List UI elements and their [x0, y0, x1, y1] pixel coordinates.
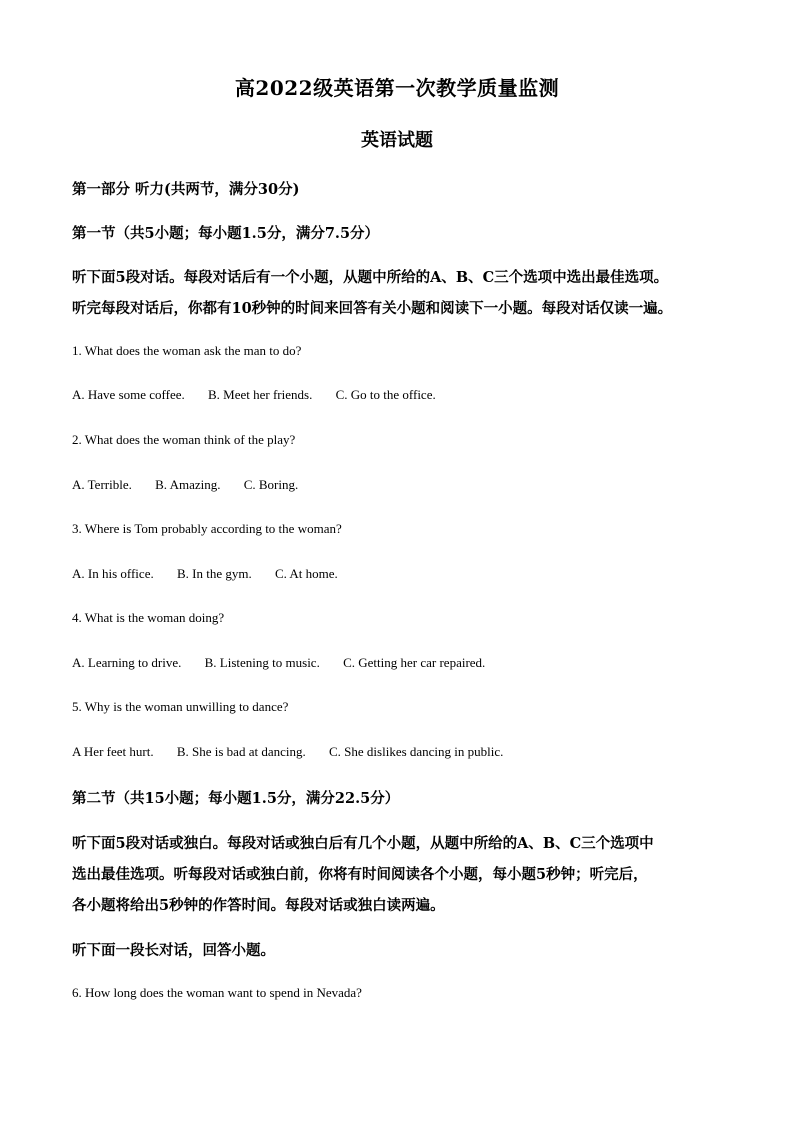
section2-instruction-line2: 选出最佳选项。听每段对话或独白前，你将有时间阅读各个小题，每小题5秒钟；听完后，: [72, 866, 648, 883]
option-c: C. Boring.: [243, 477, 299, 492]
question-2: 2. What does the woman think of the play?: [72, 432, 296, 447]
section1-heading: 第一节（共5小题；每小题1.5分，满分7.5分）: [72, 225, 380, 242]
part1-heading: 第一部分 听力(共两节，满分30分): [72, 181, 300, 198]
option-b: B. Amazing.: [155, 477, 221, 492]
section2-prompt: 听下面一段长对话，回答小题。: [72, 942, 275, 959]
option-a: A. In his office.: [72, 566, 154, 581]
question-5: 5. Why is the woman unwilling to dance?: [72, 699, 289, 714]
section2-instruction-line1: 听下面5段对话或独白。每段对话或独白后有几个小题，从题中所给的A、B、C三个选项中: [72, 835, 654, 852]
section2-instruction-line3: 各小题将给出5秒钟的作答时间。每段对话或独白读两遍。: [72, 897, 445, 914]
option-a: A. Learning to drive.: [72, 655, 182, 670]
page-title: 高2022级英语第一次教学质量监测: [234, 76, 560, 100]
section1-instruction-line2: 听完每段对话后，你都有10秒钟的时间来回答有关小题和阅读下一小题。每段对话仅读一遍。: [72, 300, 673, 317]
option-a: A. Terrible.: [72, 477, 132, 492]
option-c: C. She dislikes dancing in public.: [329, 744, 504, 759]
option-b: B. In the gym.: [176, 566, 252, 581]
question-4: 4. What is the woman doing?: [72, 610, 225, 625]
question-1-options: [72, 387, 456, 403]
option-c: C. Go to the office.: [335, 387, 436, 402]
question-2-options: [72, 477, 318, 493]
option-c: C. Getting her car repaired.: [343, 655, 486, 670]
option-c: C. At home.: [274, 566, 338, 581]
question-3: 3. Where is Tom probably according to the woman?: [72, 521, 342, 536]
option-b: B. Listening to music.: [204, 655, 320, 670]
option-b: B. She is bad at dancing.: [176, 744, 306, 759]
option-a: A. Have some coffee.: [72, 387, 185, 402]
option-b: B. Meet her friends.: [208, 387, 313, 402]
option-a: A Her feet hurt.: [72, 744, 154, 759]
question-1: 1. What does the woman ask the man to do?: [72, 343, 302, 358]
section2-heading: 第二节（共15小题；每小题1.5分，满分22.5分）: [72, 790, 400, 807]
question-5-options: [72, 744, 523, 760]
question-4-options: [72, 655, 505, 671]
question-3-options: [72, 566, 358, 582]
section1-instruction-line1: 听下面5段对话。每段对话后有一个小题，从题中所给的A、B、C三个选项中选出最佳选项。: [72, 269, 669, 286]
question-6: 6. How long does the woman want to spend in Nevada?: [72, 985, 362, 1000]
page-subtitle: 英语试题: [361, 130, 433, 151]
